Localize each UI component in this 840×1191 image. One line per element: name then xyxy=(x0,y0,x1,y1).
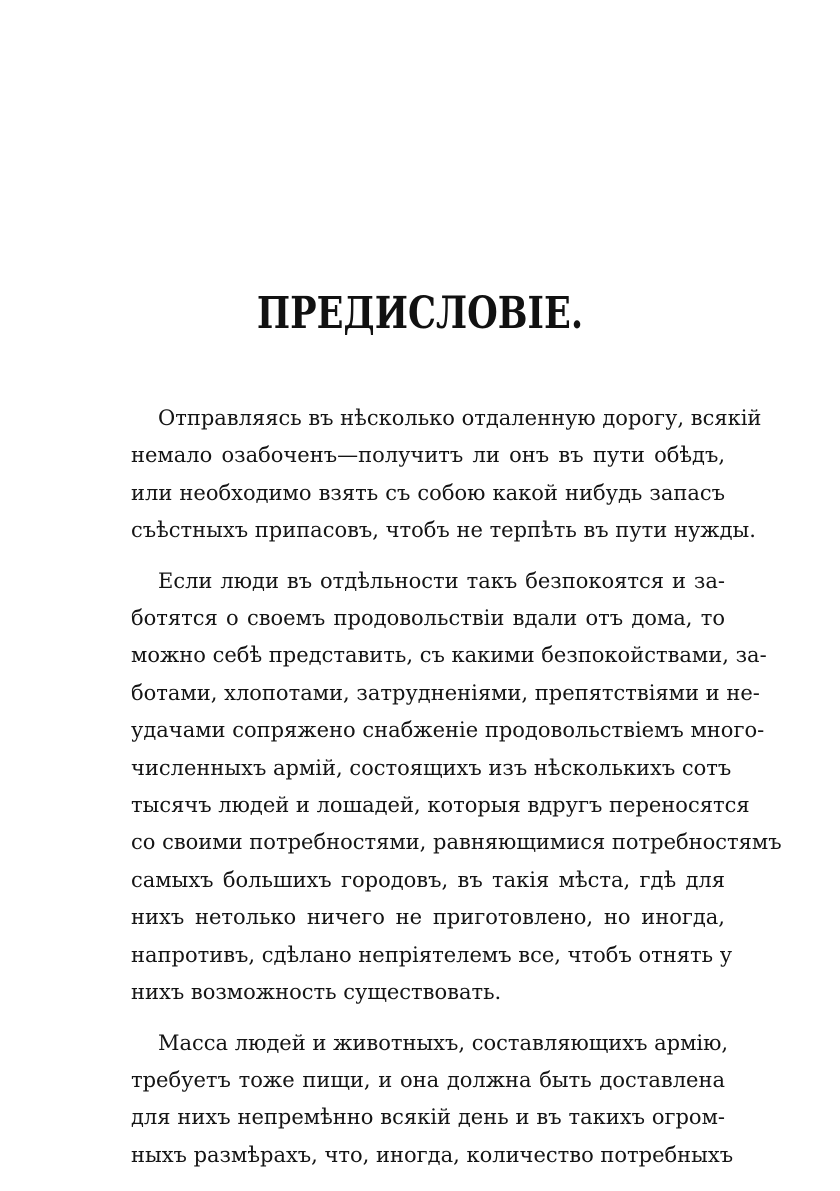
text-line: тысячъ людей и лошадей, которыя вдругъ переносятся xyxy=(131,793,750,818)
text-line: численныхъ армій, состоящихъ изъ нѣсколькихъ сотъ xyxy=(131,755,732,780)
text-line: для нихъ непремѣнно всякій день и въ такихъ огром- xyxy=(131,1105,725,1130)
text-line: нихъ возможность существовать. xyxy=(131,980,502,1005)
paragraph-2 xyxy=(131,563,782,1012)
text-line: Масса людей и животныхъ, составляющихъ армію, xyxy=(158,1030,729,1055)
body-text xyxy=(131,400,782,1187)
paragraph-1 xyxy=(131,400,762,550)
text-line: самыхъ большихъ городовъ, въ такія мѣста, гдѣ для xyxy=(131,867,725,892)
text-line: напротивъ, сдѣлано непріятелемъ все, чтобъ отнять у xyxy=(131,942,733,967)
text-line: нихъ нетолько ничего не приготовлено, но иногда, xyxy=(131,905,725,930)
text-line: ныхъ размѣрахъ, что, иногда, количество потребныхъ xyxy=(131,1142,734,1167)
text-line: ботятся о своемъ продовольствіи вдали отъ дома, то xyxy=(131,606,725,631)
text-line: требуетъ тоже пищи, и она должна быть доставлена xyxy=(131,1067,725,1092)
text-line: ботами, хлопотами, затрудненіями, препятствіями и не- xyxy=(131,680,760,705)
paragraph-3 xyxy=(131,1025,734,1175)
text-line: со своими потребностями, равняющимися потребностямъ xyxy=(131,830,782,855)
text-line: Отправляясь въ нѣсколько отдаленную дорогу, всякій xyxy=(158,406,762,430)
text-line: немало озабоченъ—получитъ ли онъ въ пути обѣдъ, xyxy=(131,443,725,468)
text-line: съѣстныхъ припасовъ, чтобъ не терпѣть въ пути нужды. xyxy=(131,518,756,543)
text-line: Если люди въ отдѣльности такъ безпокоятся и за- xyxy=(158,568,725,593)
text-line: или необходимо взять съ собою какой нибудь запасъ xyxy=(131,480,725,505)
page-title: ПРЕДИСЛОВІЕ. xyxy=(256,288,584,339)
text-line: удачами сопряжено снабженіе продовольствіемъ много- xyxy=(131,718,765,743)
text-line: можно себѣ представить, съ какими безпокойствами, за- xyxy=(131,643,767,668)
